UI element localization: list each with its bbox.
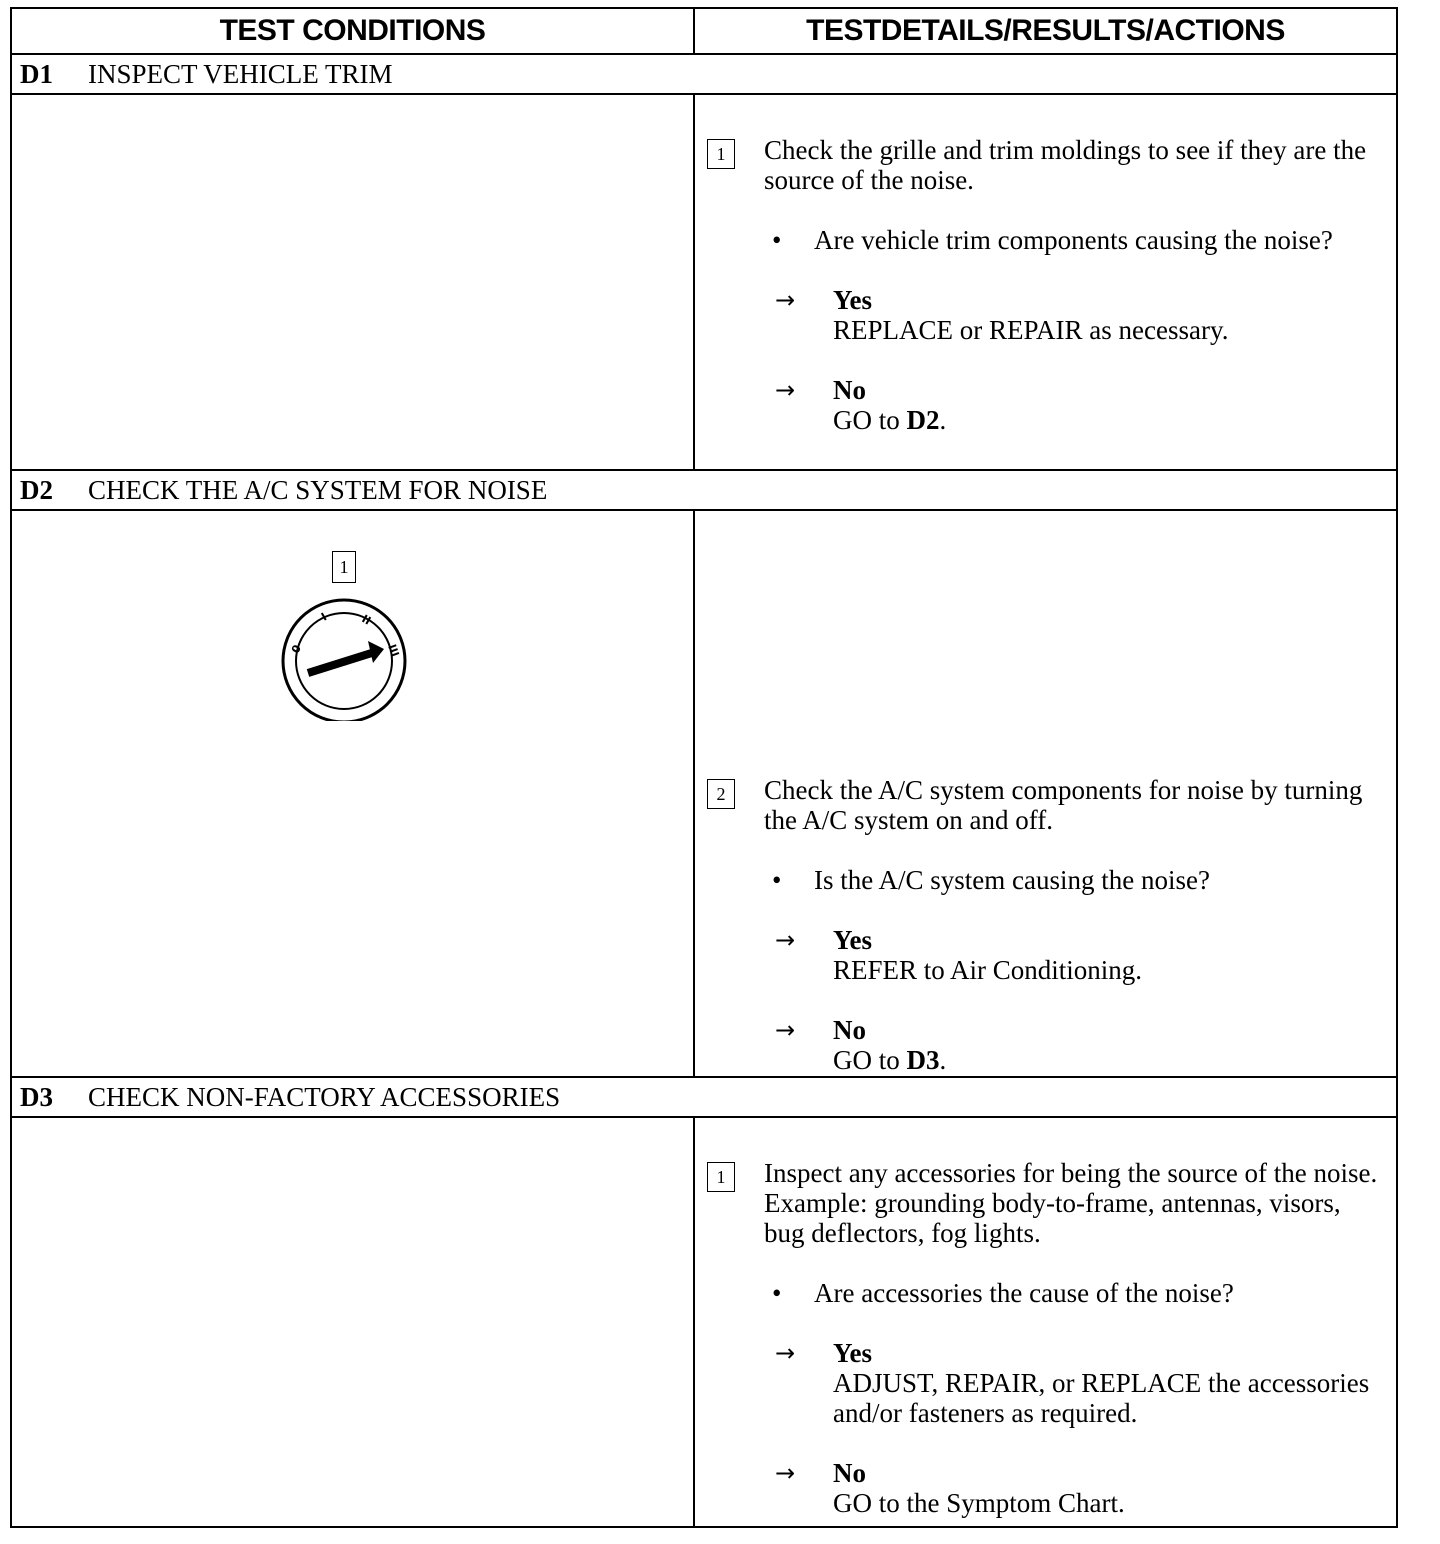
yes-action: ADJUST, REPAIR, or REPLACE the accessories and/or fasteners as required. [833, 1368, 1370, 1428]
question [764, 1278, 1386, 1308]
yes-label: Yes [833, 285, 872, 315]
section-title-text: CHECK THE A/C SYSTEM FOR NOISE [88, 474, 548, 505]
no-action: GO to D2. [833, 405, 947, 435]
question-text: Are accessories the cause of the noise? [814, 1278, 1234, 1308]
arrow-right-icon: → [775, 1459, 796, 1487]
question [764, 225, 1386, 255]
arrow-right-icon: → [775, 1339, 796, 1367]
position-label: III [385, 642, 402, 659]
step-number-box: 1 [707, 139, 735, 169]
yes-action: REPLACE or REPAIR as necessary. [833, 315, 1229, 345]
figure-step-number-box: 1 [332, 551, 356, 583]
step-text: Inspect any accessories for being the source of the noise. Example: grounding body-to-frame, antennas, visors, bug deflectors, fog lights. [764, 1158, 1378, 1248]
section-id: D1 [20, 58, 53, 89]
section-body-d2 [12, 511, 1396, 1078]
step [707, 775, 1386, 1075]
step-number-box: 2 [707, 779, 735, 809]
section-title-d1 [12, 55, 1396, 95]
section-id: D2 [20, 474, 53, 505]
arrow-right-icon: → [775, 376, 796, 404]
test-details-cell [695, 511, 1396, 1076]
diagnostic-table [10, 7, 1398, 1528]
step-text: Check the A/C system components for noise by turning the A/C system on and off. [764, 775, 1363, 835]
bullet-icon: • [772, 225, 782, 255]
step-text: Check the grille and trim moldings to see if they are the source of the noise. [764, 135, 1367, 195]
yes-branch [775, 285, 1386, 345]
arrow-right-icon: → [775, 926, 796, 954]
no-action: GO to the Symptom Chart. [833, 1488, 1125, 1518]
no-branch [775, 375, 1386, 435]
position-label: II [359, 612, 374, 628]
position-label: I [319, 610, 330, 624]
test-conditions-cell [12, 511, 695, 1076]
no-branch [775, 1015, 1386, 1075]
no-branch [775, 1458, 1386, 1518]
no-label: No [833, 1458, 866, 1488]
test-details-cell [695, 95, 1396, 469]
yes-branch [775, 1338, 1386, 1428]
step-number-box: 1 [707, 1162, 735, 1192]
bullet-icon: • [772, 1278, 782, 1308]
question [764, 865, 1386, 895]
bullet-icon: • [772, 865, 782, 895]
ignition-key-icon [280, 551, 410, 721]
header-test-details: TESTDETAILS/RESULTS/ACTIONS [806, 14, 1285, 47]
test-conditions-cell [12, 95, 695, 469]
test-conditions-cell [12, 1118, 695, 1526]
no-label: No [833, 375, 866, 405]
yes-branch [775, 925, 1386, 985]
section-title-d3 [12, 1078, 1396, 1118]
test-details-cell [695, 1118, 1396, 1526]
table-header [12, 9, 1396, 55]
section-title-text: CHECK NON-FACTORY ACCESSORIES [88, 1081, 561, 1112]
no-action: GO to D3. [833, 1045, 947, 1075]
section-body-d3 [12, 1118, 1396, 1526]
section-body-d1 [12, 95, 1396, 471]
yes-label: Yes [833, 1338, 872, 1368]
step [707, 135, 1386, 435]
yes-action: REFER to Air Conditioning. [833, 955, 1143, 985]
arrow-right-icon: → [775, 1016, 796, 1044]
question-text: Is the A/C system causing the noise? [814, 865, 1210, 895]
section-title-text: INSPECT VEHICLE TRIM [88, 58, 393, 89]
step [707, 1158, 1386, 1518]
arrow-right-icon: → [775, 286, 796, 314]
no-label: No [833, 1015, 866, 1045]
position-label: 0 [288, 642, 304, 656]
header-test-conditions: TEST CONDITIONS [12, 9, 695, 53]
section-title-d2 [12, 471, 1396, 511]
section-id: D3 [20, 1081, 53, 1112]
yes-label: Yes [833, 925, 872, 955]
question-text: Are vehicle trim components causing the noise? [814, 225, 1333, 255]
